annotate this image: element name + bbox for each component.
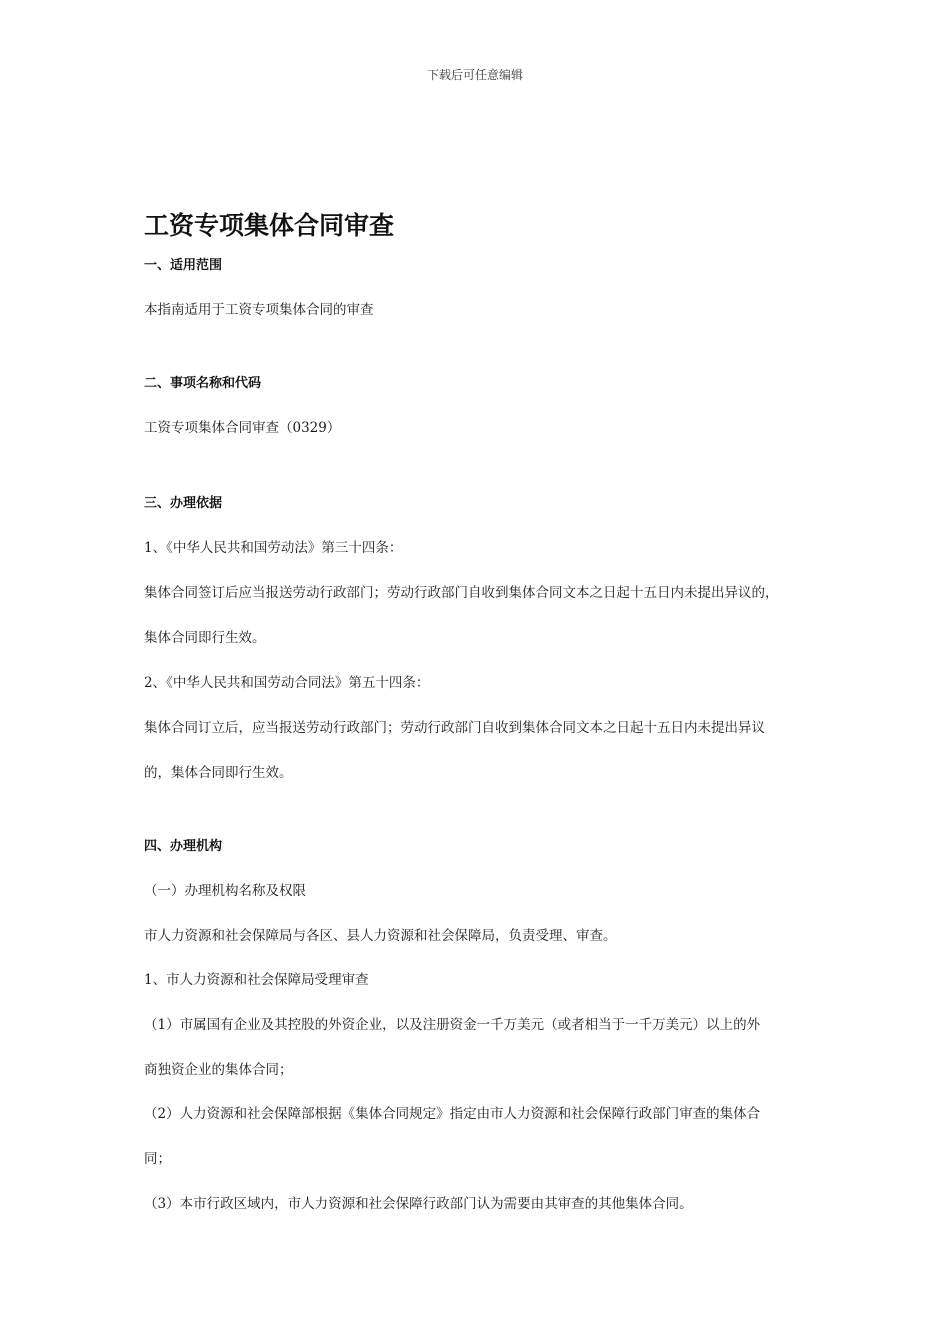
basis-item-1-line-2: 集体合同即行生效。 xyxy=(144,630,266,646)
agency-subheading: （一）办理机构名称及权限 xyxy=(144,883,306,899)
agency-point-2-line-1: （2）人力资源和社会保障部根据《集体合同规定》指定由市人力资源和社会保障行政部门审查的集体合 xyxy=(144,1106,761,1122)
section-2-text: 工资专项集体合同审查（0329） xyxy=(144,420,341,436)
basis-item-2-line-2: 的，集体合同即行生效。 xyxy=(144,765,293,781)
agency-description: 市人力资源和社会保障局与各区、县人力资源和社会保障局，负责受理、审查。 xyxy=(144,928,617,944)
document-title: 工资专项集体合同审查 xyxy=(144,211,395,240)
agency-point-3-line-1: （3）本市行政区域内，市人力资源和社会保障行政部门认为需要由其审查的其他集体合同。 xyxy=(144,1196,693,1212)
basis-item-2-title: 2、《中华人民共和国劳动合同法》第五十四条： xyxy=(144,675,430,691)
agency-item-1: 1、市人力资源和社会保障局受理审查 xyxy=(144,972,369,988)
section-3-heading: 三、办理依据 xyxy=(144,496,223,511)
basis-item-1-line-1: 集体合同签订后应当报送劳动行政部门；劳动行政部门自收到集体合同文本之日起十五日内未提出异议的， xyxy=(144,585,779,601)
basis-item-1-title: 1、《中华人民共和国劳动法》第三十四条： xyxy=(144,540,403,556)
section-4-heading: 四、办理机构 xyxy=(144,839,223,854)
section-1-text: 本指南适用于工资专项集体合同的审查 xyxy=(144,302,374,318)
section-1-heading: 一、适用范围 xyxy=(144,258,223,273)
section-2-heading: 二、事项名称和代码 xyxy=(144,376,262,391)
agency-point-1-line-2: 商独资企业的集体合同； xyxy=(144,1062,293,1078)
agency-point-2-line-2: 同； xyxy=(144,1151,171,1167)
header-note: 下载后可任意编辑 xyxy=(426,68,523,82)
agency-point-1-line-1: （1）市属国有企业及其控股的外资企业，以及注册资金一千万美元（或者相当于一千万美元）以上的外 xyxy=(144,1017,761,1033)
basis-item-2-line-1: 集体合同订立后，应当报送劳动行政部门；劳动行政部门自收到集体合同文本之日起十五日内未提出异议 xyxy=(144,720,765,736)
